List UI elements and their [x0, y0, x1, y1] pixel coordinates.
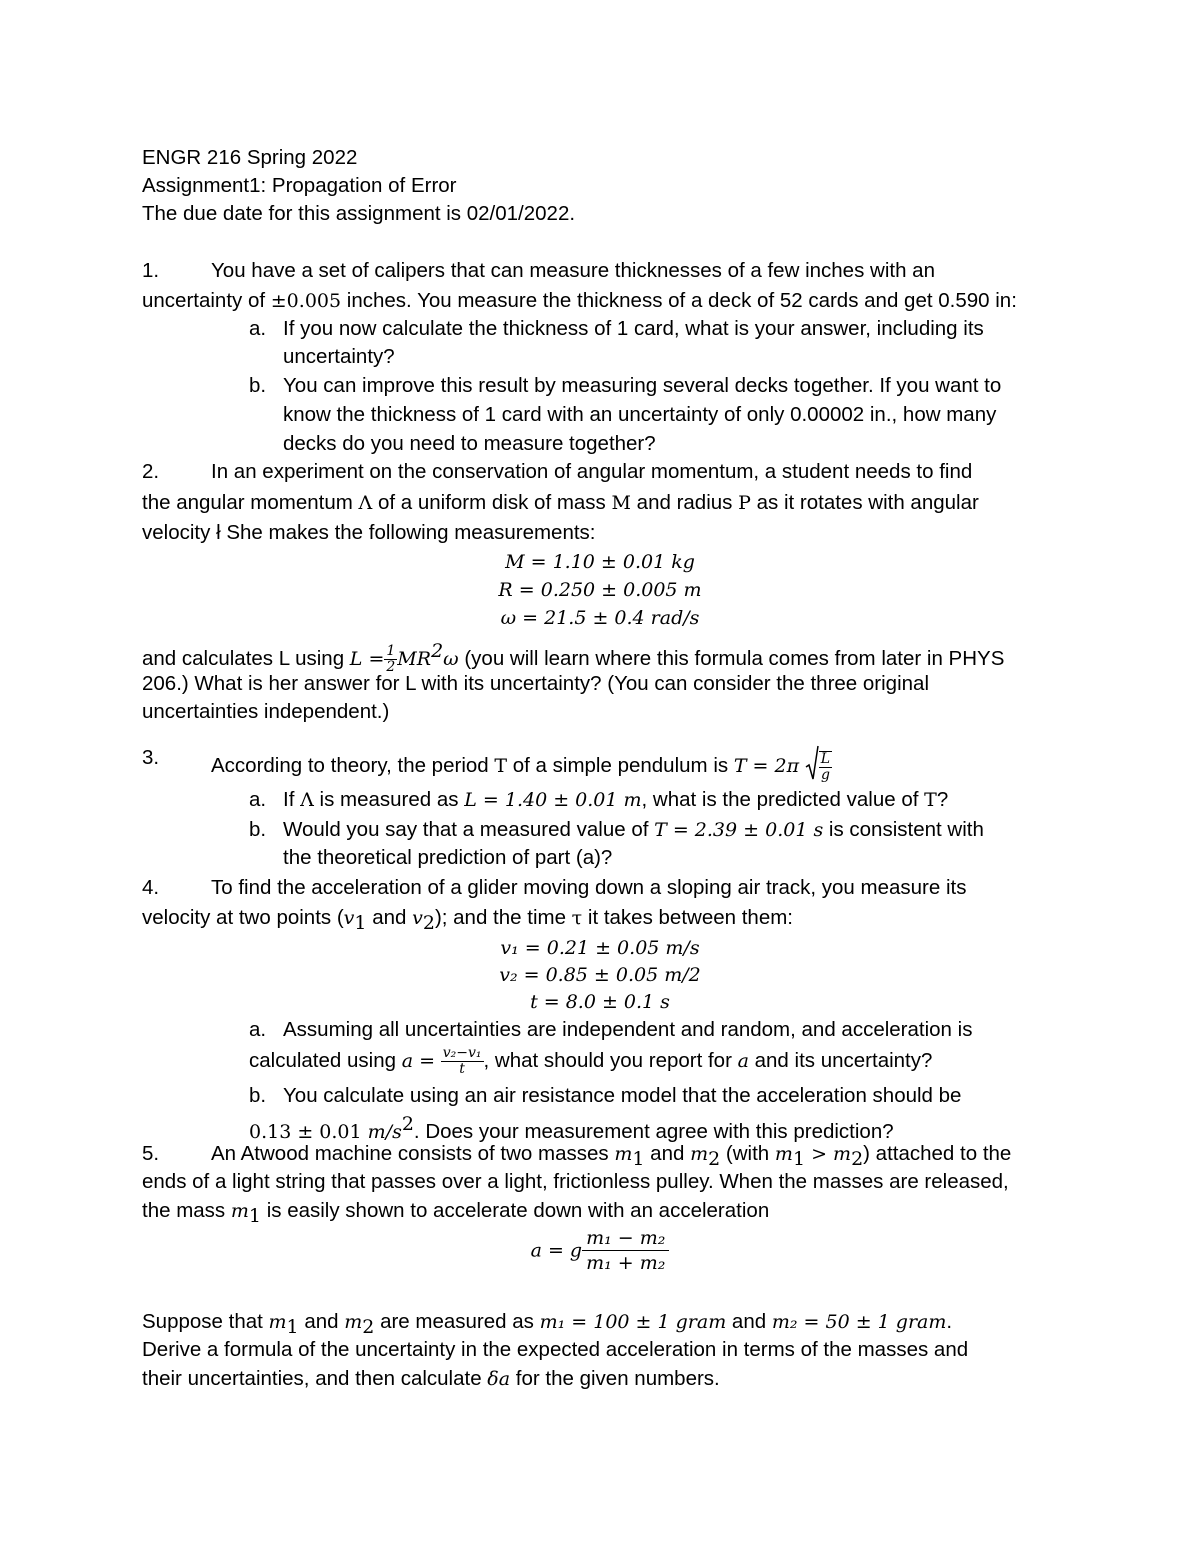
q5-line2: ends of a light string that passes over a light, frictionless pulley. When the masses are released,: [142, 1170, 1009, 1193]
q2-line3: velocity ł She makes the following measurements:: [142, 521, 596, 544]
q1b-line3: decks do you need to measure together?: [283, 432, 656, 455]
q3a-label: a.: [249, 788, 267, 811]
due-date: The due date for this assignment is 02/01/2022.: [142, 202, 576, 225]
q3-number: 3.: [142, 746, 160, 769]
q4a-line1: Assuming all uncertainties are independent and random, and acceleration is: [283, 1018, 973, 1041]
q5-number: 5.: [142, 1142, 160, 1165]
q2-number: 2.: [142, 460, 160, 483]
q2-eq-omega: ω = 21.5 ± 0.4 rad/s: [500, 607, 700, 629]
q3-frac-l-over-g: $\frac{L}{g}$: [820, 750, 831, 783]
q4-line1: To find the acceleration of a glider moving down a sloping air track, you measure its: [211, 876, 967, 899]
q4a-line2: calculated using a = $\frac{\text{v₂−v₁}}{t}$ , what should you report for a and its uncertainty?: [249, 1045, 933, 1077]
q3b-line1: Would you say that a measured value of T = 2.39 ± 0.01 s is consistent with: [283, 818, 984, 841]
q1-number: 1.: [142, 259, 160, 282]
q5-line4: Suppose that $m_1$ and $m_2$ are measured as m₁ = 100 ± 1 gram and m₂ = 50 ± 1 gram.: [142, 1310, 953, 1339]
q4-frac-accel: $\frac{\text{v₂−v₁}}{t}$: [442, 1045, 482, 1077]
q2-line5: 206.) What is her answer for L with its uncertainty? (You can consider the three original: [142, 672, 929, 695]
q2-line4: and calculates L using L = $\frac{1}{2}$ $MR^2\omega$ (you will learn where this formula comes from later in PHYS: [142, 640, 1005, 675]
q5-line3: the mass $m_1$ is easily shown to accelerate down with an acceleration: [142, 1199, 770, 1228]
q2-eq-mass: M = 1.10 ± 0.01 kg: [505, 551, 695, 573]
q4b-line1: You calculate using an air resistance model that the acceleration should be: [283, 1084, 962, 1107]
q2-frac-half: $\frac{1}{2}$: [386, 642, 396, 675]
q2-line1: In an experiment on the conservation of angular momentum, a student needs to find: [211, 460, 973, 483]
q4-eq-v2: v₂ = 0.85 ± 0.05 m/2: [499, 964, 701, 986]
q2-line2: the angular momentum Λ of a uniform disk of mass M and radius Ρ as it rotates with angular: [142, 491, 979, 514]
q1a-label: a.: [249, 317, 267, 340]
q3a-line1: If Λ is measured as L = 1.40 ± 0.01 m, what is the predicted value of T?: [283, 788, 949, 811]
q1a-line1: If you now calculate the thickness of 1 card, what is your answer, including its: [283, 317, 984, 340]
q5-line1: An Atwood machine consists of two masses $m_1$ and $m_2$ (with $m_1 > m_2$) attached to the: [211, 1142, 1012, 1171]
q2-eq-radius: R = 0.250 ± 0.005 m: [498, 579, 702, 601]
q4-number: 4.: [142, 876, 160, 899]
q4-eq-v1: v₁ = 0.21 ± 0.05 m/s: [500, 937, 700, 959]
course-title: ENGR 216 Spring 2022: [142, 146, 358, 169]
q4b-label: b.: [249, 1084, 267, 1107]
q3-line1: According to theory, the period T of a simple pendulum is T = 2π $\frac{L}{g}$: [211, 745, 832, 788]
q1b-line2: know the thickness of 1 card with an uncertainty of only 0.00002 in., how many: [283, 403, 997, 426]
q5-line6: their uncertainties, and then calculate δa for the given numbers.: [142, 1367, 720, 1390]
q4a-label: a.: [249, 1018, 267, 1041]
q3b-line2: the theoretical prediction of part (a)?: [283, 846, 613, 869]
q2-line6: uncertainties independent.): [142, 700, 390, 723]
q4b-line2: 0.13 ± 0.01 $m/s^2$. Does your measurement agree with this prediction?: [249, 1113, 894, 1143]
sqrt-radical-icon: [805, 745, 819, 788]
q1-line2: uncertainty of ±0.005 inches. You measure the thickness of a deck of 52 cards and get 0.590 in:: [142, 289, 1017, 312]
q5-atwood-equation: a = g $\frac{\text{m₁ − m₂}}{\text{m₁ + m₂}}$: [0, 1226, 1200, 1275]
q3b-label: b.: [249, 818, 267, 841]
q1b-label: b.: [249, 374, 267, 397]
q1b-line1: You can improve this result by measuring several decks together. If you want to: [283, 374, 1002, 397]
q1a-line2: uncertainty?: [283, 345, 395, 368]
q1-line1: You have a set of calipers that can measure thicknesses of a few inches with an: [211, 259, 935, 282]
q4-line2: velocity at two points ($v_1$ and $v_2$); and the time τ it takes between them:: [142, 906, 793, 935]
assignment-title: Assignment1: Propagation of Error: [142, 174, 457, 197]
q4-eq-t: t = 8.0 ± 0.1 s: [530, 991, 670, 1013]
q5-line5: Derive a formula of the uncertainty in the expected acceleration in terms of the masses and: [142, 1338, 969, 1361]
